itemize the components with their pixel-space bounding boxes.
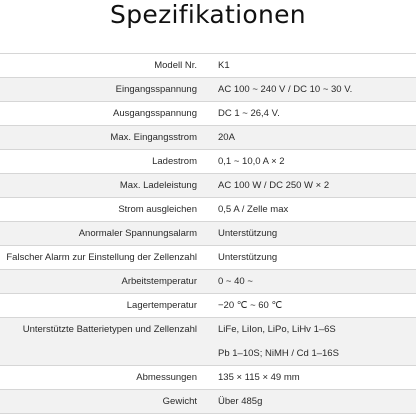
spec-row-balance-current [0, 197, 416, 221]
spec-value: 0 ~ 40 ~ [218, 276, 253, 287]
spec-label: Modell Nr. [154, 60, 197, 71]
spec-table [0, 53, 416, 414]
spec-label: Ausgangsspannung [113, 108, 197, 119]
spec-label: Eingangsspannung [115, 84, 197, 95]
spec-label: Ladestrom [152, 156, 197, 167]
spec-value: 135 × 115 × 49 mm [218, 372, 300, 383]
spec-label: Lagertemperatur [126, 300, 197, 311]
spec-value: AC 100 W / DC 250 W × 2 [218, 180, 330, 191]
spec-row-cell-count-alarm [0, 245, 416, 269]
spec-label: Anormaler Spannungsalarm [78, 228, 197, 239]
spec-label: Unterstützte Batterietypen und Zellenzahl [22, 324, 197, 335]
spec-label: Arbeitstemperatur [121, 276, 197, 287]
spec-row-input-voltage [0, 77, 416, 101]
spec-row-dimensions [0, 365, 416, 389]
spec-value: K1 [218, 60, 230, 71]
spec-row-voltage-alarm [0, 221, 416, 245]
spec-row-charge-current [0, 149, 416, 173]
spec-label: Max. Eingangsstrom [110, 132, 197, 143]
spec-label: Abmessungen [136, 372, 197, 383]
spec-label: Falscher Alarm zur Einstellung der Zellenzahl [6, 252, 197, 263]
spec-row-battery-types [0, 317, 416, 365]
spec-value: −20 ℃ ~ 60 ℃ [218, 300, 283, 311]
spec-value: 20A [218, 132, 235, 143]
spec-row-storage-temperature [0, 293, 416, 317]
spec-label: Max. Ladeleistung [119, 180, 197, 191]
spec-value: AC 100 ~ 240 V / DC 10 ~ 30 V. [218, 84, 353, 95]
page-title: Spezifikationen [110, 0, 306, 29]
spec-value: Über 485g [218, 396, 263, 407]
spec-value: Unterstützung [218, 228, 278, 239]
spec-row-output-voltage [0, 101, 416, 125]
spec-value: Unterstützung [218, 252, 278, 263]
spec-value: 0,5 A / Zelle max [218, 204, 289, 215]
spec-label: Gewicht [162, 396, 197, 407]
spec-value: LiFe, LiIon, LiPo, LiHv 1–6S [218, 324, 336, 335]
spec-value: 0,1 ~ 10,0 A × 2 [218, 156, 285, 167]
spec-row-weight [0, 389, 416, 414]
spec-row-model [0, 53, 416, 77]
spec-row-working-temperature [0, 269, 416, 293]
spec-row-max-charge-power [0, 173, 416, 197]
spec-label: Strom ausgleichen [118, 204, 197, 215]
spec-value-secondary: Pb 1–10S; NiMH / Cd 1–16S [218, 348, 339, 359]
spec-value: DC 1 ~ 26,4 V. [218, 108, 280, 119]
spec-row-max-input-current [0, 125, 416, 149]
